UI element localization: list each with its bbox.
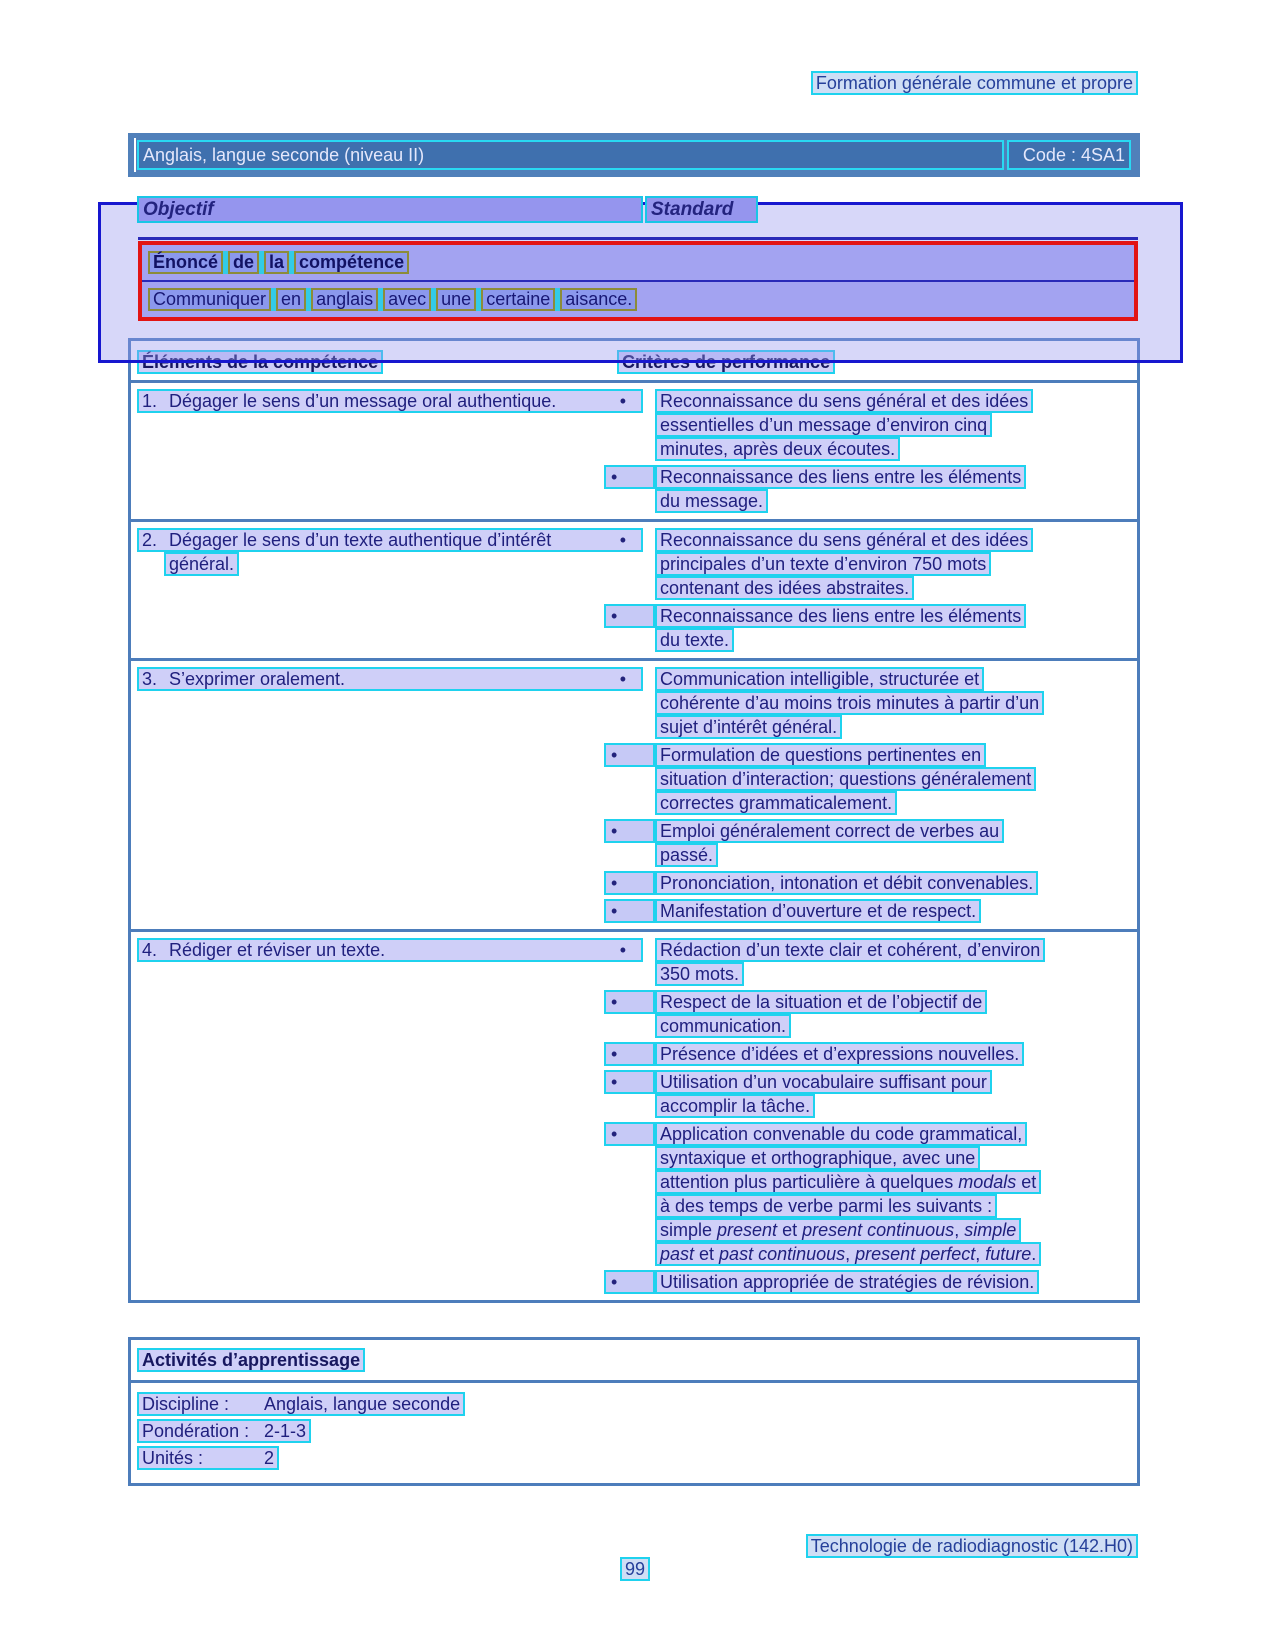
criterion-text-line: Application convenable du code grammatical, — [655, 1122, 1027, 1146]
criterion-text-line: essentielles d’un message d’environ cinq — [655, 413, 992, 437]
criterion-item — [604, 1070, 1137, 1118]
criterion-text-line: Manifestation d’ouverture et de respect. — [655, 899, 981, 923]
page-number — [620, 1557, 650, 1581]
criterion-item — [604, 528, 1137, 600]
activity-field — [137, 1419, 1137, 1443]
criterion-text-line: principales d’un texte d’environ 750 mots — [655, 552, 991, 576]
criterion-text-line: sujet d’intérêt général. — [655, 715, 842, 739]
criterion-text-line: Reconnaissance du sens général et des idées — [655, 389, 1033, 413]
criterion-text-line: Utilisation d’un vocabulaire suffisant pour — [655, 1070, 992, 1094]
criteria-cell — [604, 389, 1137, 513]
field-value: 2-1-3 — [264, 1421, 307, 1441]
enonce-heading — [148, 251, 409, 274]
element-number: 4. — [142, 940, 158, 960]
bullet-icon: • — [619, 940, 626, 960]
activity-field-band — [137, 1392, 465, 1416]
criterion-lines — [655, 667, 1137, 739]
competence-row — [131, 522, 1137, 661]
criterion-text-line: à des temps de verbe parmi les suivants : — [655, 1194, 997, 1218]
text-cursor — [134, 138, 136, 172]
field-label: Pondération : — [142, 1421, 250, 1441]
footer-program — [806, 1534, 1138, 1558]
bullet-icon: • — [604, 604, 655, 628]
enonce-statement — [148, 288, 637, 311]
field-label: Unités : — [142, 1448, 204, 1468]
element-cell — [137, 938, 643, 962]
criterion-text-line: minutes, après deux écoutes. — [655, 437, 900, 461]
bullet-icon: • — [619, 391, 626, 411]
criterion-text-line: communication. — [655, 1014, 791, 1038]
criterion-text-line: Reconnaissance des liens entre les éléments — [655, 465, 1026, 489]
criterion-text-line: simple present et present continuous, simple — [655, 1218, 1021, 1242]
element-text-line: 2. Dégager le sens d’un texte authentique d’intérêt • — [137, 528, 643, 552]
criterion-item — [604, 990, 1137, 1038]
objectif-heading: Objectif — [137, 196, 643, 223]
enonce-word: la — [264, 251, 289, 274]
activities-fields — [131, 1383, 1137, 1483]
page-number-text: 99 — [620, 1557, 650, 1581]
bullet-icon: • — [604, 899, 655, 923]
element-text-line: 4. Rédiger et réviser un texte. • — [137, 938, 643, 962]
criterion-item — [604, 899, 1137, 923]
enonce-word: de — [228, 251, 259, 274]
criterion-lines — [655, 1270, 1137, 1294]
bullet-icon: • — [604, 743, 655, 767]
criterion-lines — [655, 1122, 1137, 1266]
criterion-text-line: cohérente d’au moins trois minutes à partir d’un — [655, 691, 1044, 715]
footer-program-text: Technologie de radiodiagnostic (142.H0) — [806, 1534, 1138, 1558]
criterion-lines — [655, 389, 1137, 461]
bullet-icon: • — [604, 871, 655, 895]
criterion-lines — [655, 743, 1137, 815]
criterion-lines — [655, 465, 1137, 513]
activity-field — [137, 1392, 1137, 1416]
criteria-cell — [604, 667, 1137, 923]
criterion-item — [604, 389, 1137, 461]
activities-heading: Activités d’apprentissage — [137, 1348, 365, 1372]
criterion-text-line: attention plus particulière à quelques modals et — [655, 1170, 1041, 1194]
competence-row — [131, 932, 1137, 1300]
criterion-lines — [655, 819, 1137, 867]
criterion-item — [604, 819, 1137, 867]
criterion-lines — [655, 604, 1137, 652]
enonce-word: avec — [383, 288, 431, 311]
criterion-text-line: situation d’interaction; questions généralement — [655, 767, 1036, 791]
criterion-text-line: Utilisation appropriée de stratégies de révision. — [655, 1270, 1039, 1294]
criteria-cell — [604, 528, 1137, 652]
criterion-lines — [655, 990, 1137, 1038]
criterion-text-line: du texte. — [655, 628, 734, 652]
criterion-text-line: Formulation de questions pertinentes en — [655, 743, 986, 767]
field-label: Discipline : — [142, 1394, 230, 1414]
bullet-icon: • — [619, 669, 626, 689]
enonce-word: Énoncé — [148, 251, 223, 274]
criterion-text-line: Reconnaissance des liens entre les éléments — [655, 604, 1026, 628]
bullet-icon: • — [604, 1070, 655, 1094]
criterion-lines — [655, 1070, 1137, 1118]
criterion-lines — [655, 871, 1137, 895]
criterion-text-line: accomplir la tâche. — [655, 1094, 815, 1118]
criterion-text-line: 350 mots. — [655, 962, 744, 986]
element-text-line: 1. Dégager le sens d’un message oral authentique. • — [137, 389, 643, 413]
bullet-icon: • — [619, 530, 626, 550]
criterion-text-line: Reconnaissance du sens général et des idées — [655, 528, 1033, 552]
element-cell — [137, 667, 643, 691]
criteria-column-header: Critères de performance — [617, 350, 835, 374]
element-number: 1. — [142, 391, 158, 411]
course-title-bar — [128, 133, 1140, 177]
element-text-line: général. — [164, 552, 239, 576]
criterion-text-line: Emploi généralement correct de verbes au — [655, 819, 1004, 843]
criterion-item — [604, 743, 1137, 815]
criterion-text-line: passé. — [655, 843, 718, 867]
criterion-text-line: du message. — [655, 489, 768, 513]
activity-field — [137, 1446, 1137, 1470]
element-text-line: 3. S’exprimer oralement. • — [137, 667, 643, 691]
criterion-item — [604, 1270, 1137, 1294]
enonce-word: Communiquer — [148, 288, 271, 311]
enonce-word: anglais — [311, 288, 378, 311]
enonce-word: compétence — [294, 251, 409, 274]
activities-header — [131, 1340, 1137, 1383]
competence-table-body — [131, 383, 1137, 1300]
criterion-text-line: Présence d’idées et d’expressions nouvelles. — [655, 1042, 1024, 1066]
competence-table — [128, 338, 1140, 1303]
competence-row — [131, 661, 1137, 932]
criterion-item — [604, 1042, 1137, 1066]
criterion-text-line: past et past continuous, present perfect, future. — [655, 1242, 1041, 1266]
criterion-text-line: correctes grammaticalement. — [655, 791, 897, 815]
criteria-cell — [604, 938, 1137, 1294]
criterion-text-line: Prononciation, intonation et débit convenables. — [655, 871, 1038, 895]
enonce-body-row — [142, 282, 1134, 317]
bullet-icon: • — [604, 465, 655, 489]
running-header-text: Formation générale commune et propre — [811, 71, 1138, 95]
bullet-icon: • — [604, 1122, 655, 1146]
criterion-text-line: syntaxique et orthographique, avec une — [655, 1146, 980, 1170]
criterion-text-line: Respect de la situation et de l’objectif de — [655, 990, 987, 1014]
bullet-icon: • — [604, 990, 655, 1014]
criterion-lines — [655, 938, 1137, 986]
enonce-heading-row — [142, 245, 1134, 280]
criterion-item — [604, 667, 1137, 739]
enonce-word: aisance. — [560, 288, 637, 311]
enonce-box — [138, 241, 1138, 321]
criterion-item — [604, 938, 1137, 986]
criterion-item — [604, 1122, 1137, 1266]
bullet-icon: • — [604, 1270, 655, 1294]
bullet-icon: • — [604, 819, 655, 843]
enonce-top-rule — [138, 237, 1138, 240]
element-cell — [137, 389, 643, 413]
field-value: Anglais, langue seconde — [264, 1394, 461, 1414]
criterion-item — [604, 604, 1137, 652]
bullet-icon: • — [604, 1042, 655, 1066]
enonce-word: certaine — [481, 288, 555, 311]
activity-field-band — [137, 1419, 311, 1443]
criterion-text-line: Communication intelligible, structurée et — [655, 667, 984, 691]
standard-heading: Standard — [645, 196, 758, 223]
criterion-lines — [655, 1042, 1137, 1066]
element-number: 2. — [142, 530, 158, 550]
activities-box — [128, 1337, 1140, 1486]
criterion-lines — [655, 899, 1137, 923]
running-header — [811, 71, 1138, 95]
element-cell — [137, 528, 643, 576]
competence-table-header — [131, 341, 1137, 383]
criterion-item — [604, 465, 1137, 513]
criterion-item — [604, 871, 1137, 895]
course-title: Anglais, langue seconde (niveau II) — [137, 140, 1004, 170]
competence-row — [131, 383, 1137, 522]
course-code: Code : 4SA1 — [1007, 140, 1131, 170]
field-value: 2 — [264, 1448, 275, 1468]
criterion-lines — [655, 528, 1137, 600]
enonce-word: une — [436, 288, 476, 311]
activity-field-band — [137, 1446, 279, 1470]
criterion-text-line: Rédaction d’un texte clair et cohérent, d’environ — [655, 938, 1045, 962]
element-number: 3. — [142, 669, 158, 689]
enonce-word: en — [276, 288, 306, 311]
elements-column-header: Éléments de la compétence — [137, 350, 383, 374]
criterion-text-line: contenant des idées abstraites. — [655, 576, 914, 600]
